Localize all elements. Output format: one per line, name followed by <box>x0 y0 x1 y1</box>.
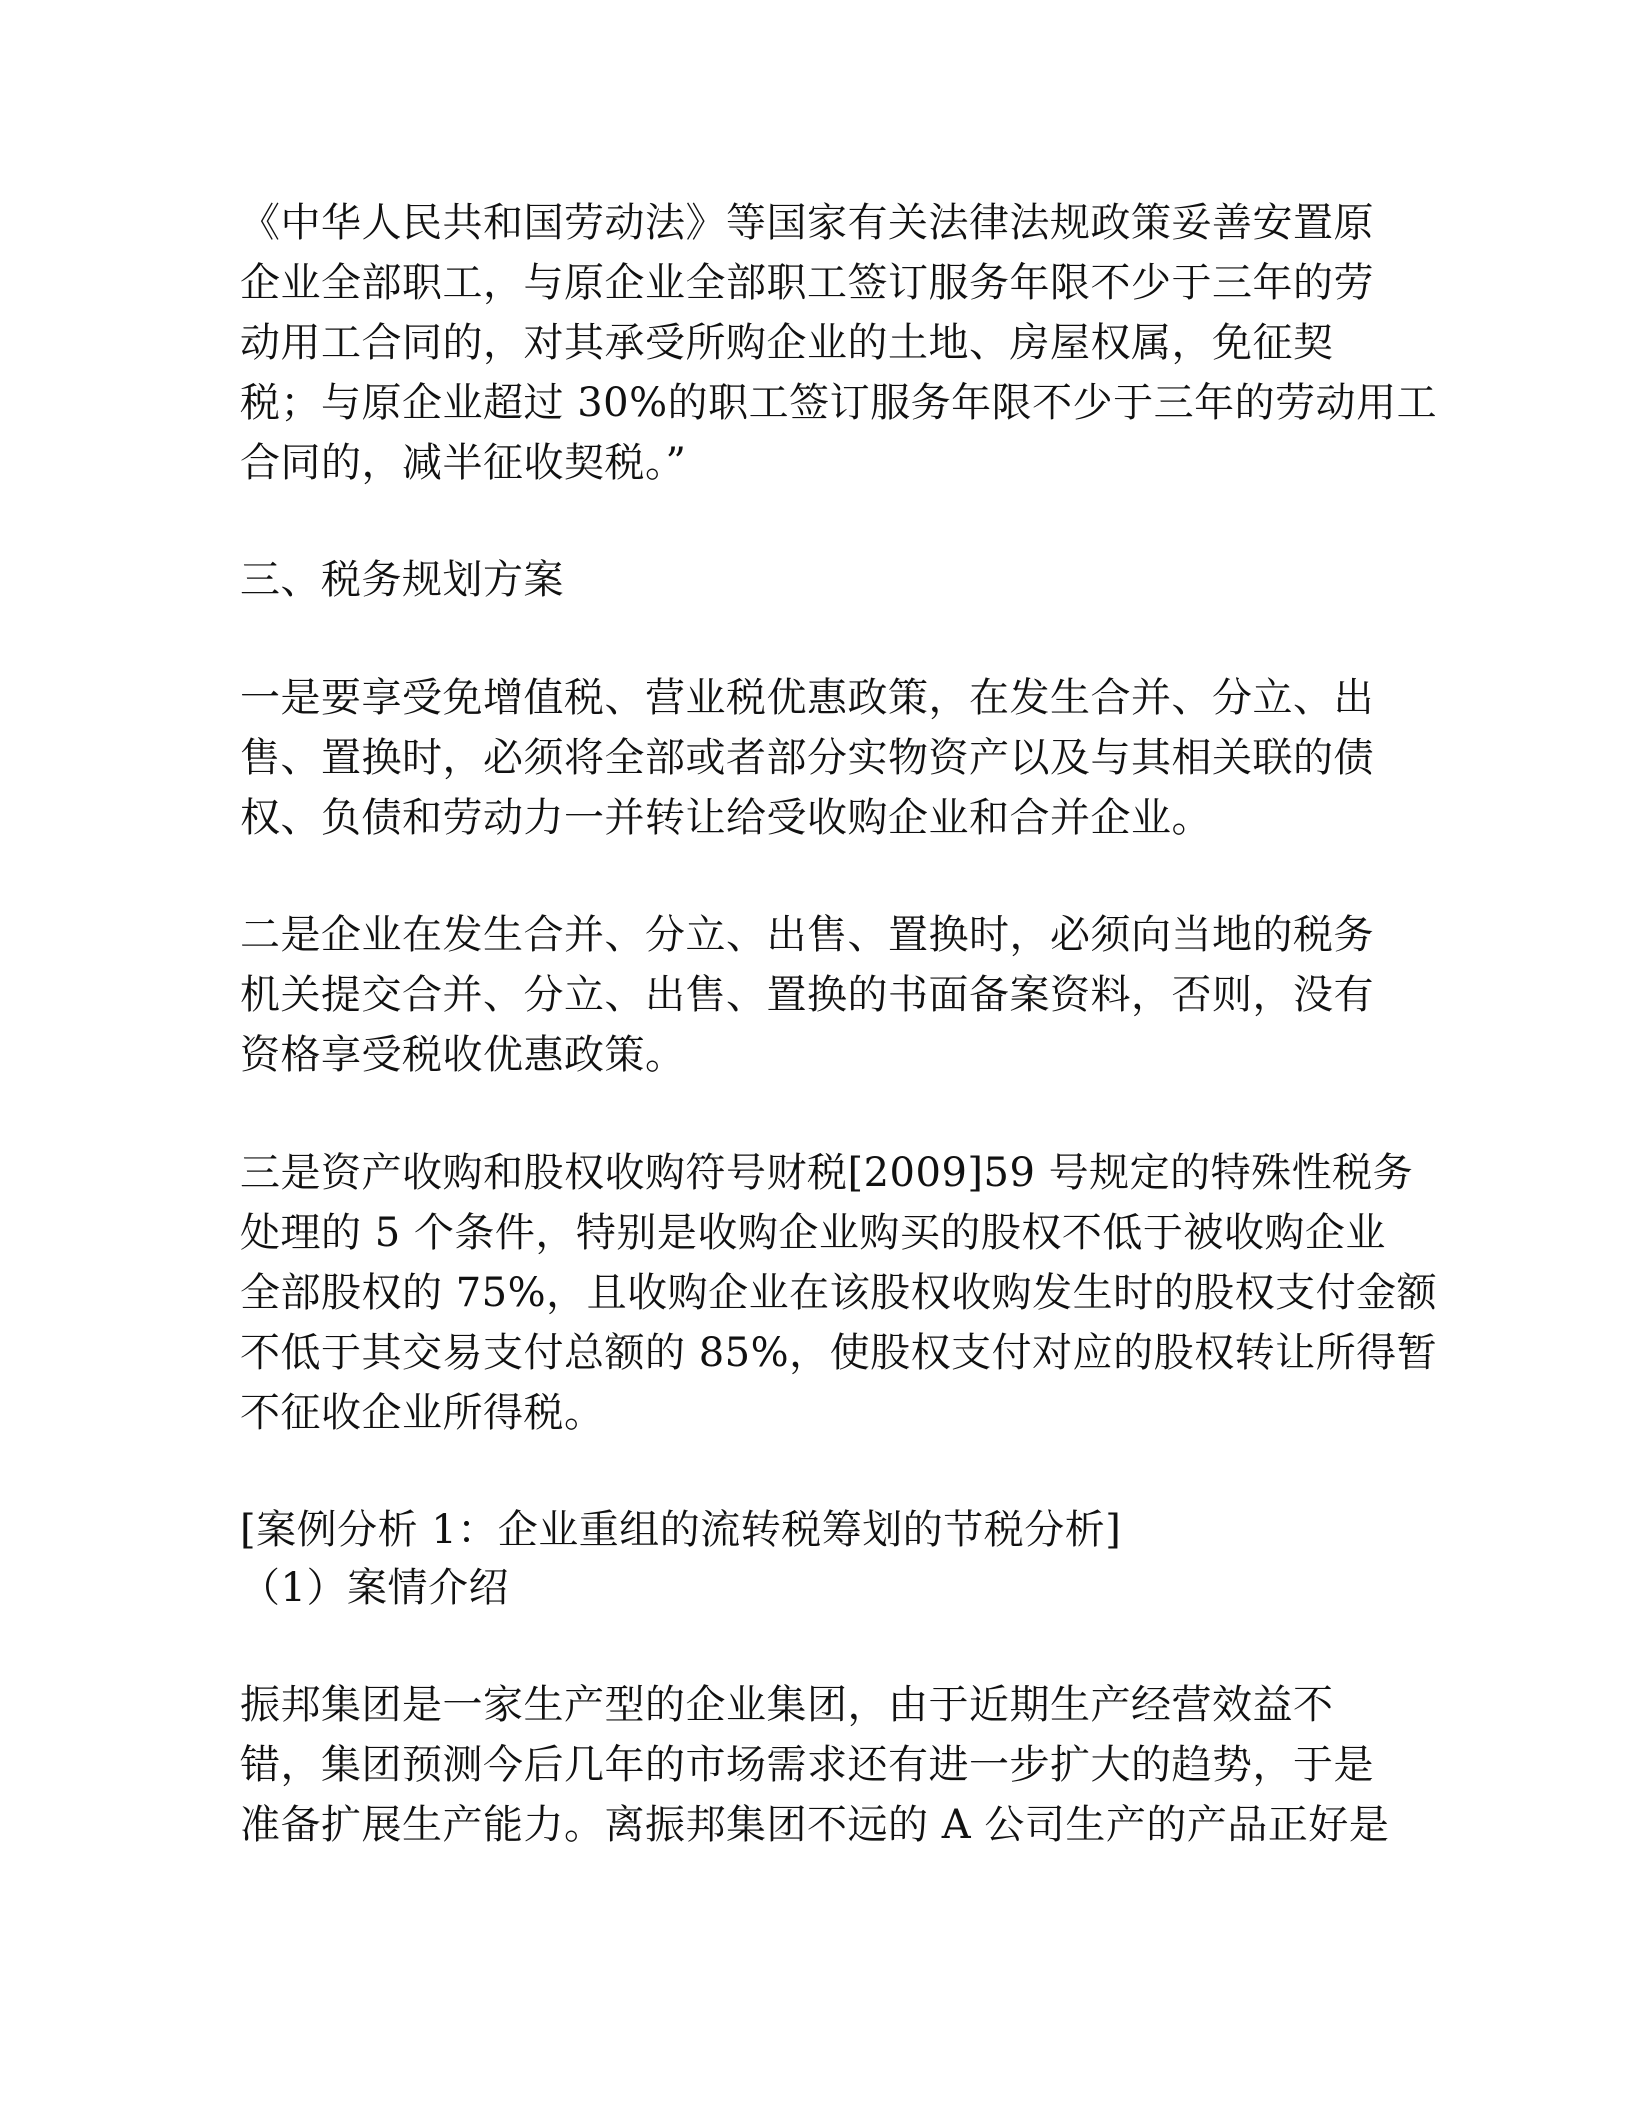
text-line: 不低于其交易支付总额的 85%，使股权支付对应的股权转让所得暂 <box>240 1330 1438 1376</box>
text-line: 振邦集团是一家生产型的企业集团，由于近期生产经营效益不 <box>240 1682 1334 1728</box>
text-line: 处理的 5 个条件，特别是收购企业购买的股权不低于被收购企业 <box>240 1210 1386 1256</box>
text-line: 《中华人民共和国劳动法》等国家有关法律法规政策妥善安置原 <box>240 200 1374 246</box>
case-subtitle: （1）案情介绍 <box>240 1565 509 1611</box>
text-line: 二是企业在发生合并、分立、出售、置换时，必须向当地的税务 <box>240 912 1374 958</box>
text-line: 三是资产收购和股权收购符号财税[2009]59 号规定的特殊性税务 <box>240 1150 1414 1196</box>
text-line: 资格享受税收优惠政策。 <box>240 1032 686 1078</box>
text-line: 错，集团预测今后几年的市场需求还有进一步扩大的趋势，于是 <box>240 1742 1374 1788</box>
text-line: 企业全部职工，与原企业全部职工签订服务年限不少于三年的劳 <box>240 260 1374 306</box>
text-line: 机关提交合并、分立、出售、置换的书面备案资料，否则，没有 <box>240 972 1374 1018</box>
text-line: 售、置换时，必须将全部或者部分实物资产以及与其相关联的债 <box>240 735 1374 781</box>
text-line: 动用工合同的，对其承受所购企业的土地、房屋权属，免征契 <box>240 320 1334 366</box>
text-line: 一是要享受免增值税、营业税优惠政策，在发生合并、分立、出 <box>240 675 1374 721</box>
case-analysis-title: [案例分析 1：企业重组的流转税筹划的节税分析] <box>240 1507 1122 1553</box>
text-line: 合同的，减半征收契税。” <box>240 440 687 486</box>
section-heading: 三、税务规划方案 <box>240 557 564 603</box>
text-line: 全部股权的 75%，且收购企业在该股权收购发生时的股权支付金额 <box>240 1270 1438 1316</box>
text-line: 权、负债和劳动力一并转让给受收购企业和合并企业。 <box>240 795 1212 841</box>
text-line: 不征收企业所得税。 <box>240 1390 605 1436</box>
text-line: 准备扩展生产能力。离振邦集团不远的 A 公司生产的产品正好是 <box>240 1802 1390 1848</box>
text-line: 税；与原企业超过 30%的职工签订服务年限不少于三年的劳动用工 <box>240 380 1438 426</box>
